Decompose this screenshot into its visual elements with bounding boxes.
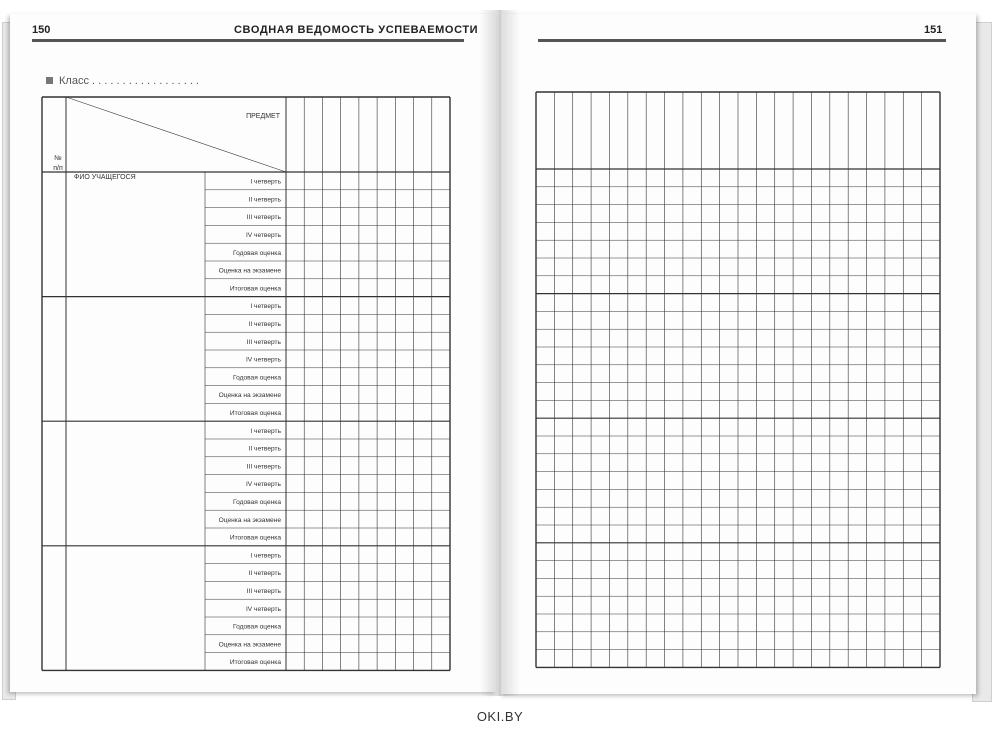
row-label: Оценка на экзамене <box>218 267 281 275</box>
row-label: Годовая оценка <box>232 374 281 382</box>
row-label: III четверть <box>246 463 281 471</box>
class-label: Класс <box>59 75 89 87</box>
row-label: II четверть <box>248 570 281 578</box>
header-diagonal <box>66 97 286 172</box>
row-label: Оценка на экзамене <box>218 516 281 524</box>
row-label: Оценка на экзамене <box>218 641 281 649</box>
row-label: I четверть <box>250 178 281 186</box>
row-label: Итоговая оценка <box>229 409 281 417</box>
row-label: III четверть <box>246 214 281 222</box>
row-label: Годовая оценка <box>232 498 281 506</box>
row-label: IV четверть <box>245 605 281 613</box>
row-label: I четверть <box>250 427 281 435</box>
student-header: ФИО УЧАЩЕГОСЯ <box>74 174 136 181</box>
row-label: Оценка на экзамене <box>218 392 281 400</box>
row-label: Годовая оценка <box>232 623 281 631</box>
row-label: IV четверть <box>245 481 281 489</box>
page-number-right: 151 <box>924 24 943 36</box>
number-header-symbol: № <box>54 155 62 162</box>
row-label: I четверть <box>250 303 281 311</box>
row-label: IV четверть <box>245 231 281 239</box>
row-label: III четверть <box>246 338 281 346</box>
row-label: III четверть <box>246 587 281 595</box>
left-page <box>10 14 496 692</box>
row-label: Итоговая оценка <box>229 534 281 542</box>
page-title: СВОДНАЯ ВЕДОМОСТЬ УСПЕВАЕМОСТИ <box>234 24 479 36</box>
row-label: II четверть <box>248 320 281 328</box>
number-header-abbrev: п/п <box>53 165 63 172</box>
row-label: II четверть <box>248 445 281 453</box>
class-dots: . . . . . . . . . . . . . . . . . . <box>92 75 199 87</box>
page-number-left: 150 <box>32 24 51 36</box>
site-watermark: OKI.BY <box>476 709 524 724</box>
grades-grid <box>500 14 976 694</box>
row-label: Годовая оценка <box>232 249 281 257</box>
row-label: Итоговая оценка <box>229 659 281 667</box>
grades-table <box>10 14 496 692</box>
right-page <box>500 14 976 694</box>
subject-header: ПРЕДМЕТ <box>246 113 280 120</box>
row-label: IV четверть <box>245 356 281 364</box>
row-label: Итоговая оценка <box>229 285 281 293</box>
row-label: II четверть <box>248 196 281 204</box>
row-label: I четверть <box>250 552 281 560</box>
